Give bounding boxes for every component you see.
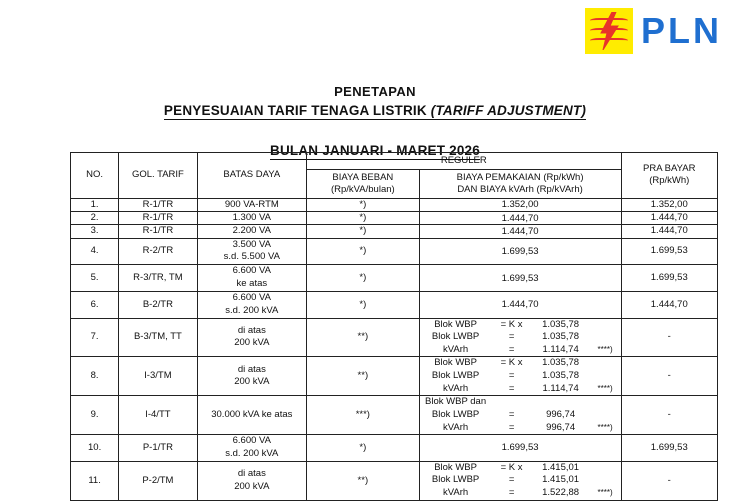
cell-no: 6. — [71, 291, 119, 318]
cell-biaya-pemakaian: 1.352,00 — [419, 198, 621, 211]
blok-value: 1.114,74 — [542, 343, 579, 355]
blok-value: 1.522,88 — [542, 487, 580, 499]
cell-biaya-pemakaian — [419, 396, 621, 435]
cell-pra-bayar: 1.699,53 — [621, 435, 717, 462]
cell-batas-daya: 6.600 VA s.d. 200 kVA — [197, 291, 307, 318]
cell-gol-tarif: P-2/TM — [119, 461, 197, 500]
blok-label: Blok WBP dan — [425, 396, 487, 408]
title-penetapan: PENETAPAN — [334, 84, 416, 99]
header-no: NO. — [71, 153, 119, 199]
blok-footnote — [590, 319, 621, 332]
cell-no: 8. — [71, 357, 119, 396]
cell-pra-bayar: 1.444,70 — [621, 211, 717, 224]
cell-no: 2. — [71, 211, 119, 224]
cell-batas-daya: 6.600 VA s.d. 200 kVA — [197, 435, 307, 462]
header-row-1 — [71, 153, 718, 170]
cell-pra-bayar: - — [621, 396, 717, 435]
blok-label: Blok LWBP — [431, 408, 480, 420]
cell-no: 11. — [71, 461, 119, 500]
table-row — [71, 435, 718, 462]
cell-no: 10. — [71, 435, 119, 462]
cell-gol-tarif: R-3/TR, TM — [119, 265, 197, 292]
blok-line — [420, 319, 621, 332]
blok-footnote — [590, 370, 621, 383]
blok-line — [420, 487, 621, 500]
cell-biaya-beban: *) — [307, 238, 420, 265]
table-body — [71, 198, 718, 500]
header-reguler: REGULER — [307, 153, 621, 170]
header-biaya-beban — [307, 169, 420, 198]
blok-line — [420, 370, 621, 383]
pln-logo — [585, 8, 722, 54]
cell-gol-tarif: R-1/TR — [119, 225, 197, 238]
title-subject-main: PENYESUAIAN TARIF TENAGA LISTRIK — [163, 103, 431, 118]
header-pra-bayar-line2: (Rp/kWh) — [649, 175, 690, 187]
title-subject — [164, 103, 586, 120]
table-row — [71, 225, 718, 238]
header-biaya-beban-line1: BIAYA BEBAN — [332, 171, 394, 183]
cell-biaya-pemakaian — [419, 461, 621, 500]
table-row — [71, 265, 718, 292]
pln-lightning-logo-mark — [585, 8, 633, 54]
table-row — [71, 461, 718, 500]
blok-equals: = K x — [500, 318, 523, 330]
blok-label: Blok WBP — [434, 318, 477, 330]
cell-gol-tarif: I-4/TT — [119, 396, 197, 435]
blok-footnote — [590, 331, 621, 344]
header-biaya-pemakaian-line2: DAN BIAYA kVArh (Rp/kVArh) — [457, 183, 583, 195]
header-biaya-beban-line2: (Rp/kVA/bulan) — [330, 183, 395, 195]
blok-value: 1.035,78 — [542, 357, 580, 369]
blok-label: kVArh — [443, 343, 469, 355]
blok-label: kVArh — [443, 487, 469, 499]
cell-biaya-beban: **) — [307, 357, 420, 396]
blok-table — [420, 462, 621, 500]
table-row — [71, 396, 718, 435]
blok-label: kVArh — [443, 421, 469, 433]
cell-biaya-beban: **) — [307, 461, 420, 500]
tariff-table — [70, 152, 718, 501]
cell-batas-daya: 900 VA-RTM — [197, 198, 307, 211]
cell-batas-daya: 2.200 VA — [197, 225, 307, 238]
cell-batas-daya: 30.000 kVA ke atas — [197, 396, 307, 435]
table-row — [71, 211, 718, 224]
table-row — [71, 318, 718, 357]
blok-footnote — [590, 474, 621, 487]
blok-value: 1.035,78 — [542, 370, 580, 382]
header-pra-bayar — [621, 153, 717, 199]
cell-pra-bayar: 1.699,53 — [621, 238, 717, 265]
blok-equals: = — [508, 421, 515, 433]
blok-equals: = — [508, 343, 515, 355]
cell-no: 5. — [71, 265, 119, 292]
blok-line — [420, 331, 621, 344]
cell-biaya-beban: ***) — [307, 396, 420, 435]
header-biaya-pemakaian — [419, 169, 621, 198]
cell-no: 3. — [71, 225, 119, 238]
blok-footnote — [590, 409, 621, 422]
blok-footnote: ****) — [597, 422, 613, 432]
cell-gol-tarif: R-1/TR — [119, 198, 197, 211]
title-subject-italic: (TARIFF ADJUSTMENT) — [430, 103, 587, 118]
cell-no: 1. — [71, 198, 119, 211]
blok-value: 1.035,78 — [542, 331, 580, 343]
blok-equals: = — [508, 382, 515, 394]
blok-line — [420, 357, 621, 370]
cell-gol-tarif: P-1/TR — [119, 435, 197, 462]
cell-batas-daya: 1.300 VA — [197, 211, 307, 224]
cell-biaya-pemakaian: 1.444,70 — [419, 225, 621, 238]
header-biaya-pemakaian-line1: BIAYA PEMAKAIAN (Rp/kWh) — [456, 171, 584, 183]
cell-biaya-beban: *) — [307, 435, 420, 462]
cell-biaya-pemakaian — [419, 318, 621, 357]
blok-label: Blok LWBP — [431, 474, 480, 486]
cell-gol-tarif: B-3/TM, TT — [119, 318, 197, 357]
blok-footnote — [590, 462, 621, 475]
cell-pra-bayar: 1.444,70 — [621, 291, 717, 318]
cell-pra-bayar: - — [621, 461, 717, 500]
cell-biaya-pemakaian: 1.699,53 — [419, 238, 621, 265]
blok-table — [420, 396, 621, 434]
document-title-block — [0, 84, 750, 160]
cell-biaya-beban: *) — [307, 198, 420, 211]
cell-gol-tarif: B-2/TR — [119, 291, 197, 318]
blok-value: 1.114,74 — [542, 382, 579, 394]
header-gol-tarif: GOL. TARIF — [119, 153, 197, 199]
cell-pra-bayar: - — [621, 318, 717, 357]
blok-line — [420, 383, 621, 396]
blok-equals: = — [508, 408, 515, 420]
blok-label: Blok WBP — [434, 357, 477, 369]
blok-value: 1.415,01 — [542, 474, 580, 486]
lightning-bolt-icon — [598, 12, 620, 50]
title-period: BULAN JANUARI - MARET 2026 — [270, 143, 480, 158]
blok-equals: = — [508, 331, 515, 343]
cell-no: 7. — [71, 318, 119, 357]
cell-biaya-beban: *) — [307, 291, 420, 318]
blok-equals: = K x — [500, 357, 523, 369]
blok-line — [420, 344, 621, 357]
cell-batas-daya: di atas 200 kVA — [197, 318, 307, 357]
cell-batas-daya: di atas 200 kVA — [197, 357, 307, 396]
cell-biaya-beban: *) — [307, 225, 420, 238]
blok-line — [420, 462, 621, 475]
cell-biaya-pemakaian: 1.444,70 — [419, 291, 621, 318]
blok-equals — [492, 396, 532, 409]
cell-pra-bayar: 1.352,00 — [621, 198, 717, 211]
table-row — [71, 198, 718, 211]
cell-biaya-beban: *) — [307, 211, 420, 224]
cell-pra-bayar: - — [621, 357, 717, 396]
blok-equals: = — [508, 487, 515, 499]
blok-equals: = K x — [500, 461, 523, 473]
blok-line — [420, 409, 621, 422]
blok-line — [420, 396, 621, 409]
header-batas-daya: BATAS DAYA — [197, 153, 307, 199]
cell-batas-daya: 6.600 VA ke atas — [197, 265, 307, 292]
cell-biaya-pemakaian: 1.444,70 — [419, 211, 621, 224]
table-row — [71, 291, 718, 318]
table-row — [71, 238, 718, 265]
cell-no: 4. — [71, 238, 119, 265]
blok-label: Blok LWBP — [431, 370, 480, 382]
cell-gol-tarif: I-3/TM — [119, 357, 197, 396]
blok-table — [420, 357, 621, 395]
blok-value: 1.035,78 — [542, 318, 580, 330]
cell-biaya-pemakaian: 1.699,53 — [419, 435, 621, 462]
blok-value — [532, 396, 590, 409]
cell-batas-daya: di atas 200 kVA — [197, 461, 307, 500]
blok-label: Blok LWBP — [431, 331, 480, 343]
table-row — [71, 357, 718, 396]
blok-equals: = — [508, 474, 515, 486]
blok-footnote: ****) — [597, 488, 613, 498]
cell-biaya-pemakaian: 1.699,53 — [419, 265, 621, 292]
table-header — [71, 153, 718, 199]
blok-value: 1.415,01 — [542, 461, 580, 473]
cell-biaya-beban: *) — [307, 265, 420, 292]
blok-footnote: ****) — [597, 383, 613, 393]
cell-batas-daya: 3.500 VA s.d. 5.500 VA — [197, 238, 307, 265]
blok-line — [420, 422, 621, 435]
cell-biaya-pemakaian — [419, 357, 621, 396]
header-pra-bayar-line1: PRA BAYAR — [643, 163, 696, 175]
blok-label: kVArh — [443, 382, 469, 394]
cell-pra-bayar: 1.444,70 — [621, 225, 717, 238]
cell-biaya-beban: **) — [307, 318, 420, 357]
blok-footnote — [590, 357, 621, 370]
cell-no: 9. — [71, 396, 119, 435]
blok-equals: = — [508, 370, 515, 382]
brand-text: PLN — [641, 10, 722, 51]
blok-label: Blok WBP — [434, 461, 477, 473]
cell-gol-tarif: R-1/TR — [119, 211, 197, 224]
blok-line — [420, 474, 621, 487]
cell-gol-tarif: R-2/TR — [119, 238, 197, 265]
blok-value: 996,74 — [546, 421, 576, 433]
blok-value: 996,74 — [546, 408, 576, 420]
blok-footnote: ****) — [597, 344, 613, 354]
blok-table — [420, 319, 621, 357]
cell-pra-bayar: 1.699,53 — [621, 265, 717, 292]
blok-footnote — [590, 396, 621, 409]
